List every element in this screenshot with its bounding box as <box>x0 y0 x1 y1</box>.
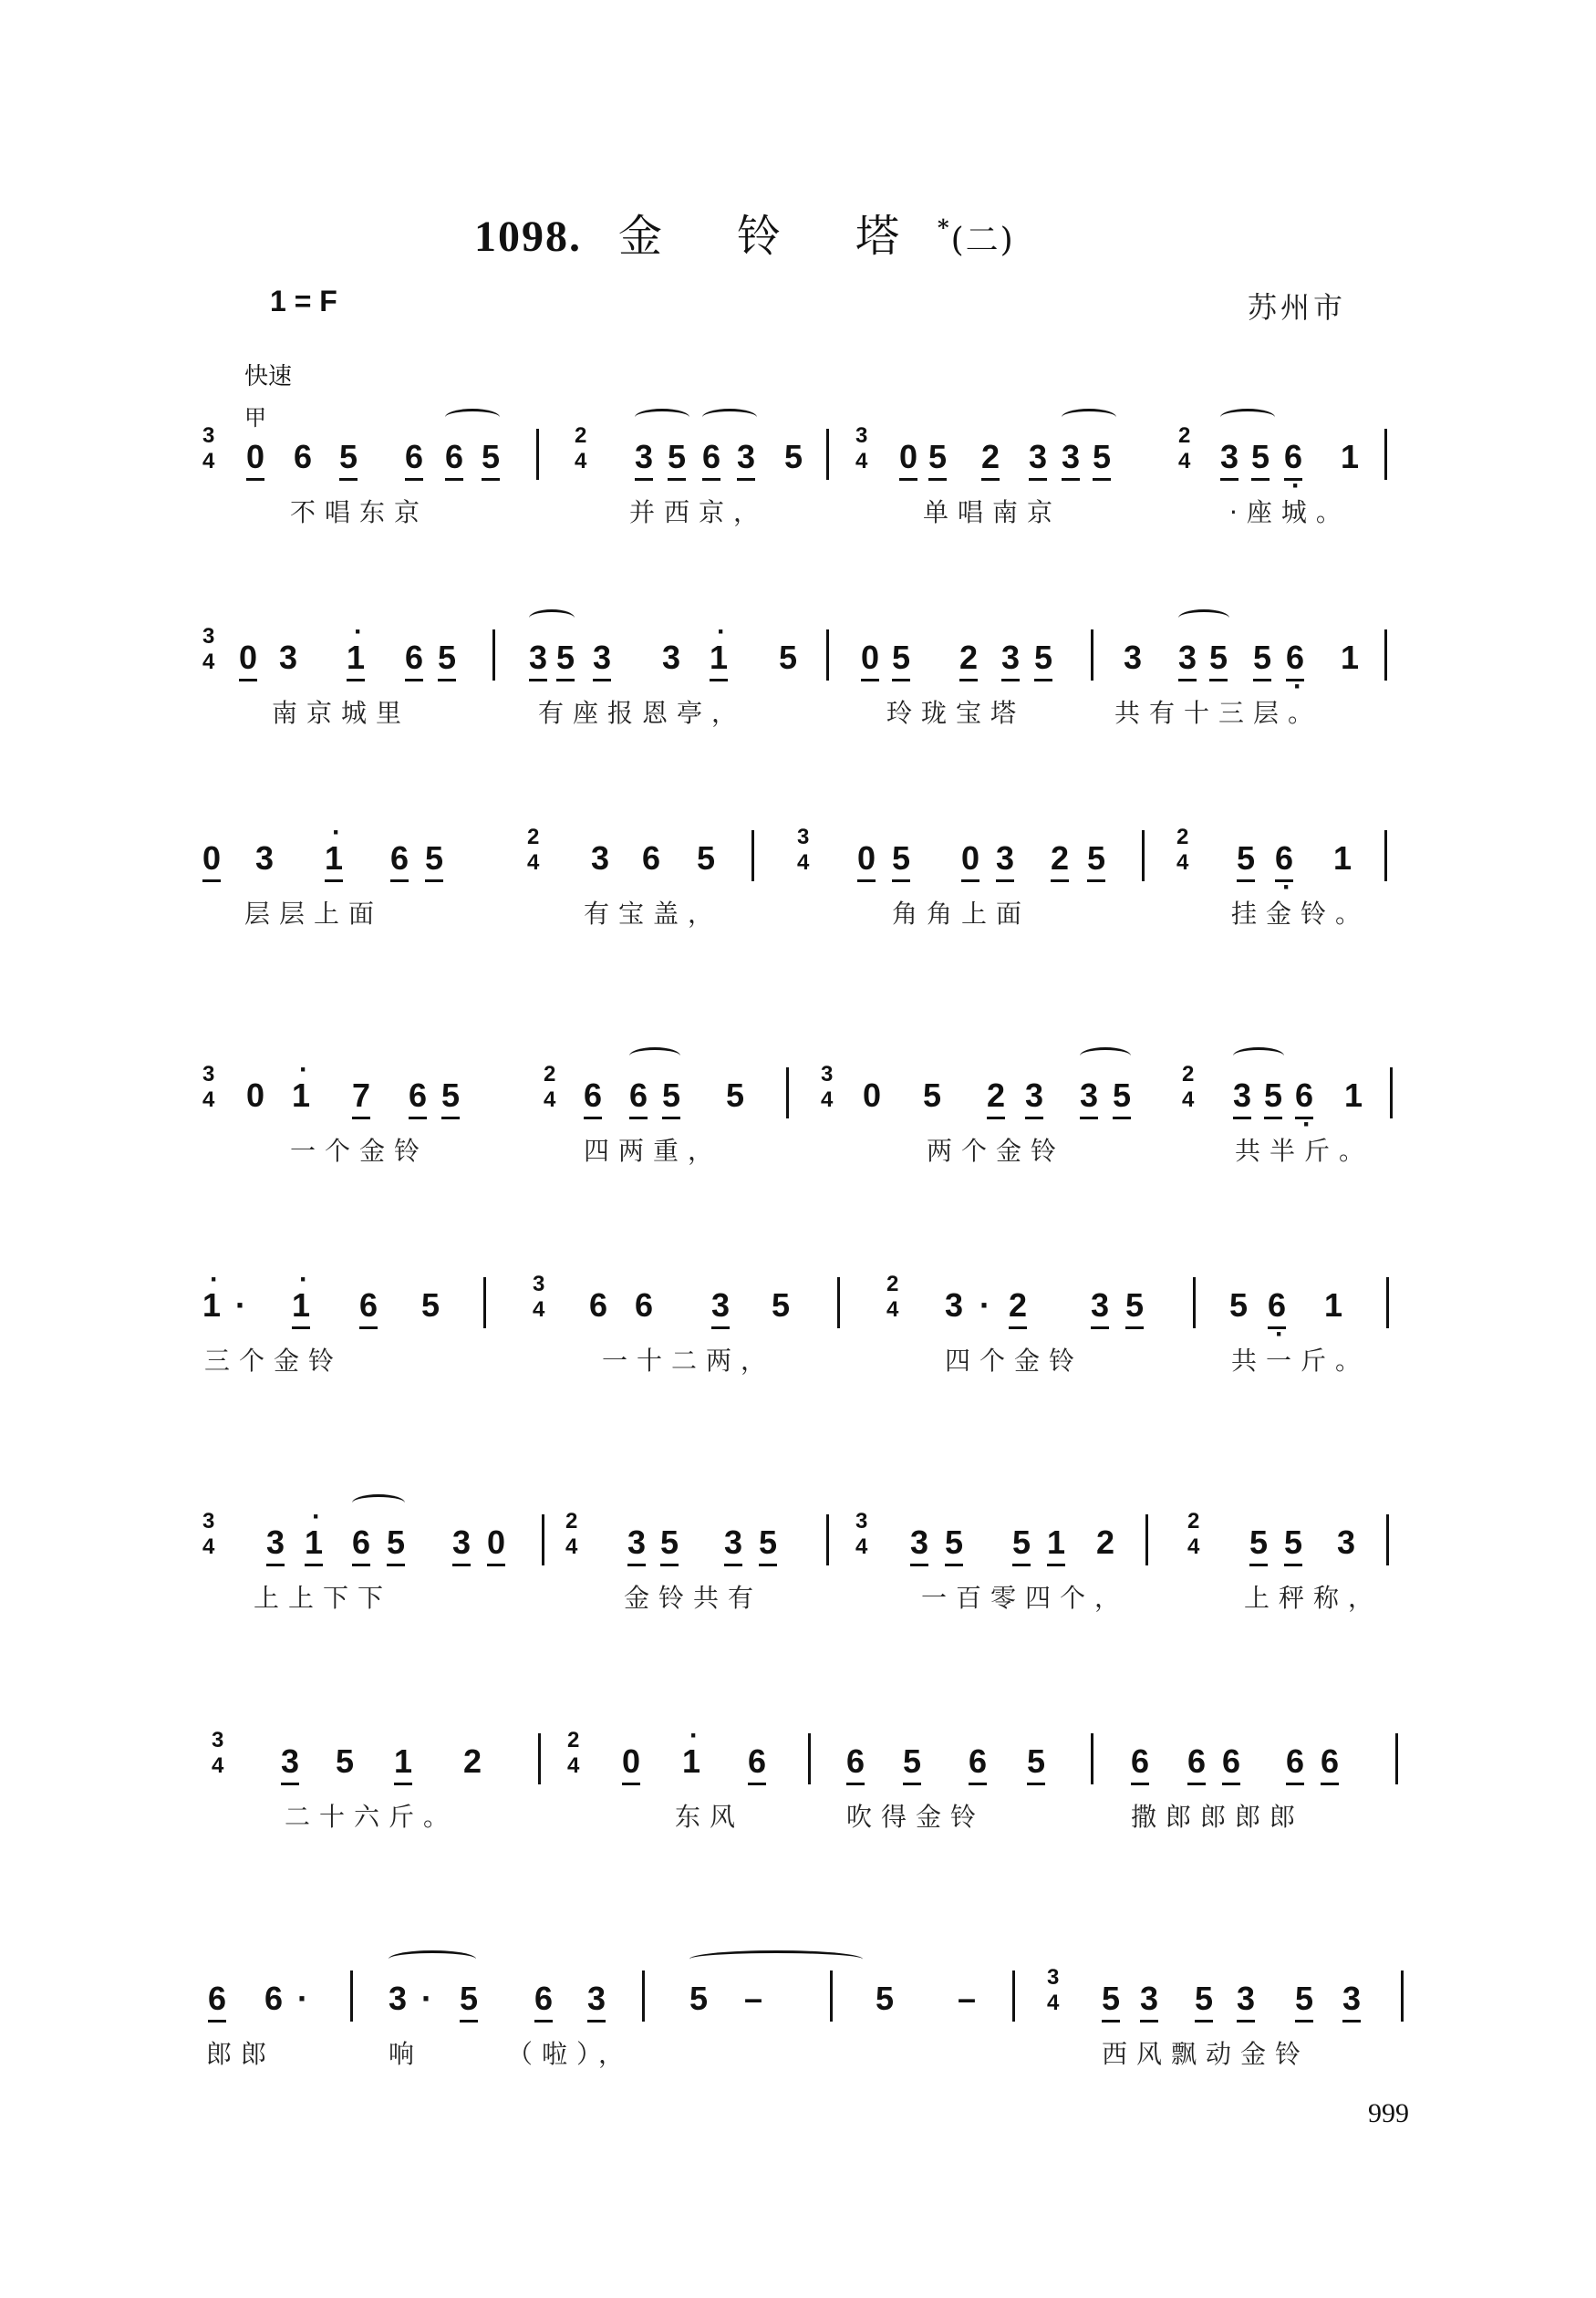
page-number: 999 <box>1368 2098 1409 2128</box>
lyric-phrase: 并西京， <box>629 497 769 527</box>
barline <box>642 1970 645 2022</box>
note: 3 <box>711 1286 730 1329</box>
note: 6 <box>1286 1742 1304 1785</box>
note: 3 <box>587 1980 606 2022</box>
note: 3 <box>255 839 275 877</box>
note: 1 <box>1341 639 1360 676</box>
note: 6 <box>294 438 313 475</box>
note: 6 <box>208 1980 226 2022</box>
note: 5 <box>1195 1980 1213 2022</box>
slur <box>445 409 500 426</box>
note: 3 <box>266 1523 285 1566</box>
note: 1 <box>394 1742 412 1785</box>
score-line-2 <box>0 624 1596 775</box>
lyric-phrase: 撒郎郎郎郎 <box>1131 1802 1305 1832</box>
notation-row <box>0 1728 1596 1797</box>
time-signature: 3 4 <box>797 825 810 875</box>
time-signature: 2 4 <box>575 423 587 473</box>
time-signature: 3 4 <box>533 1272 545 1322</box>
score-line-5 <box>0 1272 1596 1423</box>
score-line-7 <box>0 1728 1596 1879</box>
note: 0 <box>246 438 264 481</box>
note: 6 <box>1131 1742 1149 1785</box>
note: 2 <box>1051 839 1069 882</box>
note: 5 <box>1284 1523 1302 1566</box>
notation-row <box>0 1062 1596 1131</box>
barline <box>826 629 829 681</box>
note: 7 <box>352 1076 370 1119</box>
note: 3 <box>452 1523 471 1566</box>
note: 5 <box>1034 639 1052 681</box>
slur <box>529 609 575 627</box>
note: 5 <box>425 839 443 882</box>
lyric-phrase: 三个金铃 <box>204 1346 344 1376</box>
note: 5 <box>1249 1523 1268 1566</box>
song-number: 1098. <box>474 213 582 261</box>
slur <box>702 409 757 426</box>
note: · 1 <box>682 1742 700 1781</box>
note: 1 <box>1341 438 1360 475</box>
time-signature: 2 4 <box>527 825 540 875</box>
barline <box>1386 1514 1389 1565</box>
note: 3 <box>279 639 298 676</box>
note: · 1 <box>347 639 365 681</box>
note: · <box>235 1286 246 1324</box>
time-signature: 3 4 <box>202 1509 215 1559</box>
note: 5 <box>1102 1980 1120 2022</box>
note: 1 <box>1344 1076 1363 1114</box>
note: 0 <box>622 1742 640 1785</box>
note: 6 <box>846 1742 865 1785</box>
note: 6 <box>405 438 423 481</box>
page-title <box>474 201 1015 264</box>
note: 5 <box>772 1286 791 1324</box>
time-signature: 2 4 <box>1187 1509 1200 1559</box>
note: 6 · <box>1284 438 1302 481</box>
note: 5 <box>339 438 358 481</box>
notation-row <box>0 1509 1596 1578</box>
note: 5 <box>779 639 798 676</box>
lyric-row <box>0 1131 1596 1177</box>
time-signature: 3 4 <box>855 423 868 473</box>
title-char-1: 金 <box>617 211 664 262</box>
note: 5 <box>903 1742 921 1785</box>
note: 2 <box>981 438 1000 481</box>
lyric-phrase: 一个金铃 <box>290 1136 430 1166</box>
time-signature: 2 4 <box>886 1272 899 1322</box>
note: 6 <box>405 639 423 681</box>
notation-row <box>0 1965 1596 2034</box>
barline <box>350 1970 353 2022</box>
note: 6 · <box>1286 639 1304 681</box>
note: 3 <box>1001 639 1020 681</box>
barline <box>826 1514 829 1565</box>
lyric-phrase: 有座报恩亭， <box>538 698 747 728</box>
lyric-phrase: 层层上面 <box>244 899 384 929</box>
note: 6 <box>359 1286 378 1329</box>
barline <box>1193 1277 1196 1328</box>
lyric-row <box>0 1578 1596 1624</box>
slur <box>1233 1047 1284 1065</box>
note: 6 · <box>1268 1286 1286 1329</box>
barline <box>1384 830 1387 881</box>
note: 1 <box>1324 1286 1343 1324</box>
note: – <box>744 1980 763 2017</box>
lyric-phrase: 两个金铃 <box>927 1136 1066 1166</box>
slur <box>1178 609 1229 627</box>
note: 5 <box>689 1980 709 2017</box>
lyric-phrase: 单唱南京 <box>923 497 1062 527</box>
slur <box>1080 1047 1131 1065</box>
lyric-row <box>0 493 1596 538</box>
note: 5 <box>1264 1076 1282 1119</box>
note: 3 <box>591 839 610 877</box>
note: 6 <box>352 1523 370 1566</box>
lyric-phrase: 上秤称， <box>1244 1583 1384 1613</box>
note: 3 <box>389 1980 408 2017</box>
note: 5 <box>660 1523 679 1566</box>
note: 3 <box>1337 1523 1356 1561</box>
lyric-phrase: 金铃共有 <box>624 1583 763 1613</box>
lyric-row <box>0 2034 1596 2080</box>
score-line-4 <box>0 1062 1596 1213</box>
note: 5 <box>1237 839 1255 882</box>
note: 6 <box>635 1286 654 1324</box>
barline <box>826 429 829 480</box>
note: 5 <box>556 639 575 681</box>
note: 6 <box>390 839 409 882</box>
note: 6 · <box>1275 839 1293 882</box>
slur <box>629 1047 680 1065</box>
note: 5 <box>784 438 803 475</box>
lyric-phrase: 玲珑宝塔 <box>886 698 1026 728</box>
slur <box>352 1494 405 1512</box>
note: 3 <box>1220 438 1238 481</box>
note: 5 <box>1295 1980 1313 2022</box>
note: 5 <box>1251 438 1270 481</box>
score-line-3 <box>0 825 1596 976</box>
note: 0 <box>899 438 917 481</box>
lyric-row <box>0 1797 1596 1843</box>
lyric-row <box>0 693 1596 739</box>
score-line-6 <box>0 1509 1596 1660</box>
barline <box>751 830 754 881</box>
time-signature: 2 4 <box>1178 423 1191 473</box>
barline <box>1390 1067 1393 1118</box>
note: · 1 <box>202 1286 221 1325</box>
note: 5 <box>1012 1523 1031 1566</box>
note: 5 <box>1087 839 1105 882</box>
note: 6 <box>969 1742 987 1785</box>
note: 3 <box>1091 1286 1109 1329</box>
barline <box>837 1277 840 1328</box>
score-line-1 <box>0 423 1596 575</box>
barline <box>1091 1733 1093 1784</box>
note: 3 <box>945 1286 964 1324</box>
lyric-phrase: 东风 <box>675 1802 745 1832</box>
lyric-phrase: 西风飘动金铃 <box>1102 2039 1311 2069</box>
title-char-3: 塔 <box>855 211 901 262</box>
lyric-phrase: ·座城。 <box>1229 497 1351 527</box>
note: 5 <box>1125 1286 1144 1329</box>
title-variant: (二) <box>950 222 1015 259</box>
section-marker: 甲 <box>244 405 266 431</box>
note: 0 <box>487 1523 505 1566</box>
note: 2 <box>959 639 978 681</box>
time-signature: 3 4 <box>1047 1965 1060 2015</box>
note: 3 <box>724 1523 742 1566</box>
note: 5 <box>892 839 910 882</box>
note: · <box>421 1980 432 2017</box>
lyric-phrase: 上上下下 <box>254 1583 393 1613</box>
time-signature: 3 4 <box>212 1728 224 1778</box>
note: 3 <box>1178 639 1197 681</box>
note: 3 <box>635 438 653 481</box>
note: 5 <box>1113 1076 1131 1119</box>
note: 5 <box>726 1076 745 1114</box>
notation-row <box>0 1272 1596 1341</box>
note: 3 <box>1124 639 1143 676</box>
note: · 1 <box>305 1523 323 1566</box>
note: 5 <box>336 1742 355 1780</box>
note: 5 <box>482 438 500 481</box>
notation-row <box>0 423 1596 493</box>
note: 6 <box>1187 1742 1206 1785</box>
place-of-origin: 苏州市 <box>1248 290 1347 325</box>
note: 2 <box>463 1742 482 1780</box>
barline <box>1384 629 1387 681</box>
lyric-phrase: 共一斤。 <box>1231 1346 1371 1376</box>
note: 2 <box>1096 1523 1115 1561</box>
note: 3 <box>1140 1980 1158 2022</box>
note: · <box>297 1980 308 2017</box>
time-signature: 2 4 <box>1176 825 1189 875</box>
note: 5 <box>1229 1286 1249 1324</box>
note: · 1 <box>292 1286 310 1329</box>
lyric-phrase: 南京城里 <box>272 698 411 728</box>
note: 3 <box>1025 1076 1043 1119</box>
note: 5 <box>1027 1742 1045 1785</box>
barline <box>1395 1733 1398 1784</box>
time-signature: 2 4 <box>567 1728 580 1778</box>
note: 2 <box>987 1076 1005 1119</box>
note: 6 <box>589 1286 608 1324</box>
note: 0 <box>239 639 257 681</box>
note: 3 <box>1237 1980 1255 2022</box>
note: 5 <box>1093 438 1111 481</box>
lyric-phrase: 一百零四个， <box>921 1583 1130 1613</box>
note: 3 <box>1342 1980 1361 2022</box>
slur <box>1220 409 1275 426</box>
barline <box>1012 1970 1015 2022</box>
barline <box>536 429 539 480</box>
footnote-mark: * <box>938 214 951 241</box>
note: 5 <box>421 1286 440 1324</box>
note: · 1 <box>710 639 728 681</box>
note: 0 <box>861 639 879 681</box>
time-signature: 3 4 <box>202 624 215 674</box>
lyric-phrase: 郎郎 <box>206 2039 276 2069</box>
note: 5 <box>928 438 947 481</box>
barline <box>1091 629 1093 681</box>
title-char-2: 铃 <box>736 211 782 262</box>
lyric-phrase: 二十六斤。 <box>285 1802 459 1832</box>
note: 3 <box>1062 438 1080 481</box>
tie <box>689 1950 863 1968</box>
note: 3 <box>662 639 681 676</box>
note: 6 <box>1321 1742 1339 1785</box>
note: 6 <box>264 1980 284 2017</box>
note: 3 <box>1233 1076 1251 1119</box>
barline <box>830 1970 833 2022</box>
slur <box>389 1950 476 1968</box>
note: 6 <box>534 1980 553 2022</box>
lyric-phrase: 共半斤。 <box>1235 1136 1374 1166</box>
notation-row <box>0 624 1596 693</box>
note: 5 <box>759 1523 777 1566</box>
note: 3 <box>1029 438 1047 481</box>
note: 0 <box>246 1076 265 1114</box>
barline <box>1145 1514 1148 1565</box>
score-line-8 <box>0 1965 1596 2116</box>
key-signature: 1 = F <box>270 285 337 317</box>
barline <box>1401 1970 1404 2022</box>
note: 5 <box>892 639 910 681</box>
note: 3 <box>996 839 1014 882</box>
lyric-phrase: 一十二两， <box>602 1346 776 1376</box>
lyric-phrase: 角角上面 <box>892 899 1031 929</box>
note: 6 <box>748 1742 766 1785</box>
note: · 1 <box>325 839 343 882</box>
time-signature: 3 4 <box>202 1062 215 1112</box>
note: 5 <box>1209 639 1228 681</box>
lyric-phrase: 四两重， <box>584 1136 723 1166</box>
barline <box>786 1067 789 1118</box>
note: 1 <box>1333 839 1352 877</box>
note: 5 <box>441 1076 460 1119</box>
lyric-phrase: 四个金铃 <box>945 1346 1084 1376</box>
time-signature: 2 4 <box>544 1062 556 1112</box>
note: 3 <box>1080 1076 1098 1119</box>
note: 5 <box>438 639 456 681</box>
time-signature: 2 4 <box>565 1509 578 1559</box>
lyric-phrase: 挂金铃。 <box>1231 899 1371 929</box>
note: – <box>958 1980 977 2017</box>
note: 6 <box>702 438 720 481</box>
note: · 1 <box>292 1076 310 1115</box>
lyric-phrase: （啦）， <box>507 2039 634 2069</box>
time-signature: 2 4 <box>1182 1062 1195 1112</box>
note: 3 <box>910 1523 928 1566</box>
note: 3 <box>737 438 755 481</box>
note: 5 <box>668 438 686 481</box>
note: 6 <box>584 1076 602 1119</box>
barline <box>538 1733 541 1784</box>
note: 5 <box>460 1980 478 2022</box>
barline <box>1384 429 1387 480</box>
note: 1 <box>1047 1523 1065 1566</box>
note: 5 <box>1253 639 1271 681</box>
note: 5 <box>697 839 716 877</box>
lyric-phrase: 有宝盖， <box>584 899 723 929</box>
barline <box>542 1514 544 1565</box>
lyric-phrase: 吹得金铃 <box>846 1802 986 1832</box>
time-signature: 3 4 <box>202 423 215 473</box>
lyric-phrase: 不唱东京 <box>290 497 430 527</box>
note: 5 <box>876 1980 895 2017</box>
note: 3 <box>627 1523 646 1566</box>
barline <box>1142 830 1145 881</box>
note: 5 <box>662 1076 680 1119</box>
note: 6 <box>629 1076 648 1119</box>
note: 3 <box>281 1742 299 1785</box>
note: 0 <box>961 839 979 882</box>
time-signature: 3 4 <box>855 1509 868 1559</box>
slur <box>1062 409 1116 426</box>
barline <box>483 1277 486 1328</box>
lyric-phrase: 共有十三层。 <box>1114 698 1323 728</box>
lyric-row <box>0 894 1596 940</box>
tempo-marking: 快速 <box>244 363 293 390</box>
note: 3 <box>529 639 547 681</box>
barline <box>1386 1277 1389 1328</box>
note: 5 <box>387 1523 405 1566</box>
note: 6 · <box>1295 1076 1313 1119</box>
time-signature: 3 4 <box>821 1062 834 1112</box>
note: 6 <box>642 839 661 877</box>
note: 6 <box>1222 1742 1240 1785</box>
note: 0 <box>863 1076 882 1114</box>
barline <box>808 1733 811 1784</box>
note: · <box>979 1286 990 1324</box>
barline <box>492 629 495 681</box>
note: 3 <box>593 639 611 681</box>
notation-row <box>0 825 1596 894</box>
lyric-phrase: 响 <box>389 2039 424 2069</box>
slur <box>635 409 689 426</box>
note: 6 <box>445 438 463 481</box>
note: 5 <box>923 1076 942 1114</box>
note: 2 <box>1009 1286 1027 1329</box>
note: 0 <box>202 839 221 882</box>
note: 0 <box>857 839 876 882</box>
note: 5 <box>945 1523 963 1566</box>
lyric-row <box>0 1341 1596 1387</box>
note: 6 <box>409 1076 427 1119</box>
